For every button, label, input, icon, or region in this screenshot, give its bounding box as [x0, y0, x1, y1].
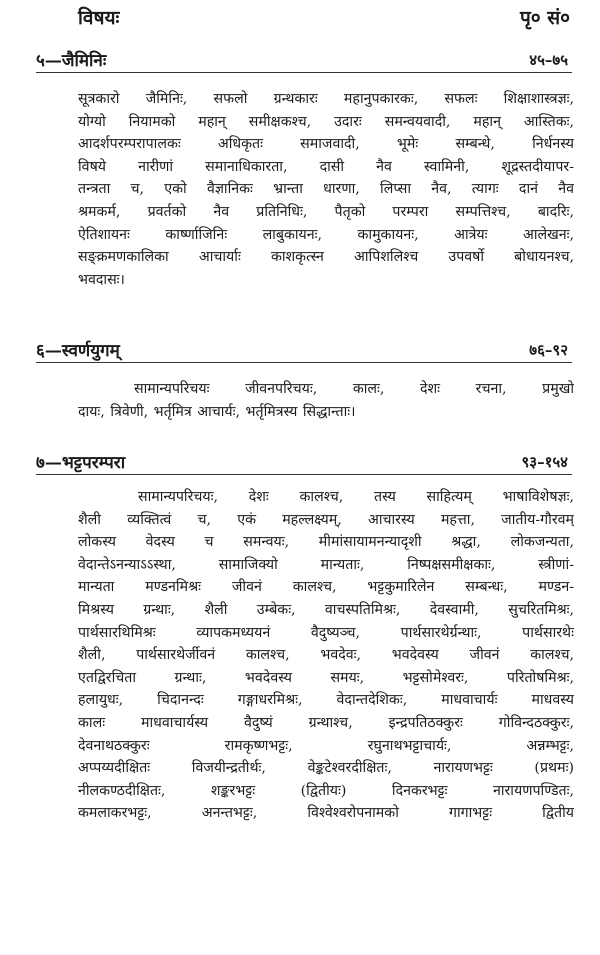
section-divider — [36, 362, 572, 363]
text-line: विषये नारीणां समानाधिकारता, दासी नैव स्वामिनी, शूद्रस्तदीयापर- — [78, 158, 574, 175]
section-body — [78, 486, 574, 825]
section-title: ६—स्वर्णयुगम् — [36, 341, 120, 361]
text-line: मान्यता मण्डनमिश्रः जीवनं कालश्च, भट्टकुमारिलेन सम्बन्धः, मण्डन- — [78, 579, 574, 596]
subject-heading: विषयः — [78, 7, 120, 29]
contents-header — [78, 4, 570, 34]
text-line: योग्यो नियामको महान् समीक्षकश्च, उदारः समन्वयवादी, महान् आस्तिकः, — [78, 113, 574, 130]
text-line: सामान्यपरिचयः, देशः कालश्च, तस्य साहित्यम् भाषाविशेषज्ञः, — [138, 489, 574, 505]
text-line: सूत्रकारो जैमिनिः, सफलो ग्रन्थकारः महानुपकारकः, सफलः शिक्षाशास्त्रज्ञः, — [78, 91, 574, 107]
text-line: ऐतिशायनः कार्ष्णाजिनिः लाबुकायनः, कामुकायनः, आत्रेयः आलेखनः, — [78, 226, 574, 243]
text-line: तन्त्रता च, एको वैज्ञानिकः भ्रान्ता धारणा, लिप्सा नैव, त्यागः दानं नैव — [78, 181, 574, 198]
section-page-range: ९३–१५४ — [521, 453, 568, 471]
text-line: सङ्क्रमणकालिका आचार्याः काशकृत्स्न आपिशलिश्च उपवर्षो बोधायनश्च, — [78, 249, 574, 266]
section-divider — [36, 72, 572, 73]
text-line: एतद्विरचिता ग्रन्थाः, भवदेवस्य समयः, भट्टसोमेश्वरः, परितोषमिश्रः, — [78, 669, 574, 686]
text-line: भवदासः। — [78, 271, 125, 288]
section-body — [78, 378, 574, 423]
section-title: ७—भट्टपरम्परा — [36, 453, 126, 473]
text-line: आदर्शपरम्परापालकः अधिकृतः समाजवादी, भूमेः सम्बन्धे, निर्धनस्य — [78, 136, 574, 153]
text-line: श्रमकर्म, प्रवर्तको नैव प्रतिनिधिः, पैतृको परम्परा सम्पत्तिश्च, बादरिः, — [78, 203, 574, 220]
text-line: कमलाकरभट्टः, अनन्तभट्टः, विश्वेश्वरोपनामको गागाभट्टः द्वितीय — [78, 805, 574, 822]
text-line: नीलकण्ठदीक्षितः, शङ्करभट्टः (द्वितीयः) दिनकरभट्टः नारायणपण्डितः, — [78, 782, 574, 799]
section-page-range: ७६–९२ — [529, 341, 568, 359]
section-body — [78, 88, 574, 291]
text-line: सामान्यपरिचयः जीवनपरिचयः, कालः, देशः रचना, प्रमुखो — [134, 381, 574, 397]
section-page-range: ४५–७५ — [529, 51, 568, 69]
text-line: वेदान्तेऽनन्याऽऽस्था, सामाजिक्यो मान्यताः, निष्पक्षसमीक्षकाः, स्त्रीणां- — [78, 556, 574, 573]
text-line: देवनाथठक्कुरः रामकृष्णभट्टः, रघुनाथभट्टाचार्यः, अन्नम्भट्टः, — [78, 737, 574, 754]
text-line: कालः माधवाचार्यस्य वैदुष्यं ग्रन्थाश्च, इन्द्रपतिठक्कुरः गोविन्दठक्कुरः, — [78, 714, 574, 731]
text-line: दायः, त्रिवेणी, भर्तृमित्र आचार्यः, भर्तृमित्रस्य सिद्धान्ताः। — [78, 403, 356, 420]
section-divider — [36, 474, 572, 475]
text-line: शैली व्यक्तित्वं च, एकं महल्लक्ष्यम्, आचारस्य महत्ता, जातीय-गौरवम् — [78, 511, 574, 528]
section-title: ५—जैमिनिः — [36, 51, 107, 71]
text-line: लोकस्य वेदस्य च समन्वयः, मीमांसायामनन्यादृशी श्रद्धा, लोकजन्यता, — [78, 534, 574, 551]
text-line: मिश्रस्य ग्रन्थाः, शैली उम्बेकः, वाचस्पतिमिश्रः, देवस्वामी, सुचरितमिश्रः, — [78, 601, 574, 618]
page-number-heading: पृ० सं० — [519, 7, 570, 29]
text-line: अप्पय्यदीक्षितः विजयीन्द्रतीर्थः, वेङ्कटेश्वरदीक्षितः, नारायणभट्टः (प्रथमः) — [78, 760, 574, 777]
text-line: शैली, पार्थसारथेर्जीवनं कालश्च, भवदेवः, भवदेवस्य जीवनं कालश्च, — [78, 647, 574, 664]
text-line: पार्थसारथिमिश्रः व्यापकमध्ययनं वैदुष्यञ्च, पार्थसारथेर्ग्रन्थाः, पार्थसारथेः — [78, 624, 574, 641]
text-line: हलायुधः, चिदानन्दः गङ्गाधरमिश्रः, वेदान्तदेशिकः, माधवाचार्यः माधवस्य — [78, 692, 574, 709]
